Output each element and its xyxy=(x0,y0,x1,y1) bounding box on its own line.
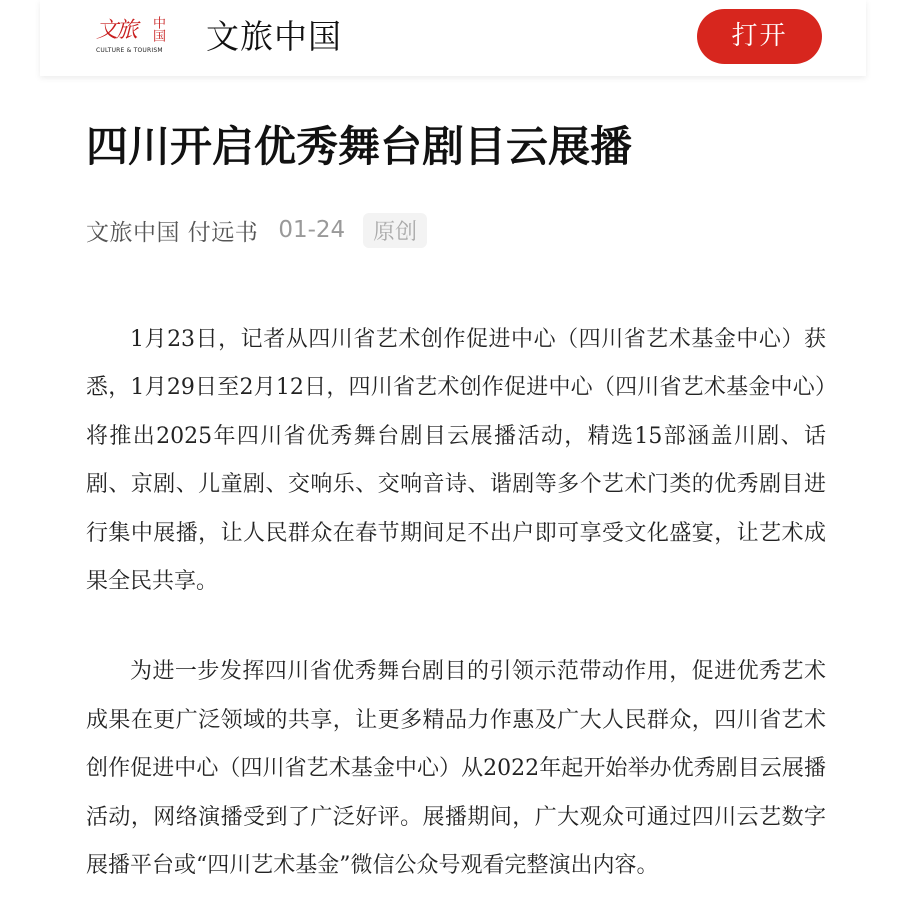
original-badge: 原创 xyxy=(363,213,427,248)
article-meta xyxy=(86,212,427,248)
logo-script-text: 文旅 xyxy=(96,18,137,43)
article-source[interactable]: 文旅中国 付远书 xyxy=(86,219,259,246)
open-app-button[interactable]: 打开 xyxy=(697,9,822,64)
article-paragraph: 1月23日，记者从四川省艺术创作促进中心（四川省艺术基金中心）获悉，1月29日至2月12日，四川省艺术创作促进中心（四川省艺术基金中心）将推出2025年四川省优秀舞台剧目云展播活动，精选15部涵盖川剧、话剧、京剧、儿童剧、交响乐、交响音诗、谐剧等多个艺术门类的优秀剧目进行集中展播，让人民群众在春节期间足不出户即可享受文化盛宴，让艺术成果全民共享。 xyxy=(86,327,826,595)
logo-english-text: CULTURE & TOURISM xyxy=(96,47,163,54)
article-body xyxy=(86,316,826,911)
logo-seal-text: 中国 xyxy=(150,16,165,42)
article-date: 01-24 xyxy=(278,217,346,243)
article-paragraph: 为进一步发挥四川省优秀舞台剧目的引领示范带动作用，促进优秀艺术成果在更广泛领域的共享，让更多精品力作惠及广大人民群众，四川省艺术创作促进中心（四川省艺术基金中心）从2022年起开始举办优秀剧目云展播活动，网络演播受到了广泛好评。展播期间，广大观众可通过四川云艺数字展播平台或“四川艺术基金”微信公众号观看完整演出内容。 xyxy=(86,659,826,879)
app-name: 文旅中国 xyxy=(206,17,342,56)
top-app-bar xyxy=(40,0,866,76)
article-title: 四川开启优秀舞台剧目云展播 xyxy=(86,122,633,171)
brand-logo[interactable] xyxy=(92,14,172,62)
